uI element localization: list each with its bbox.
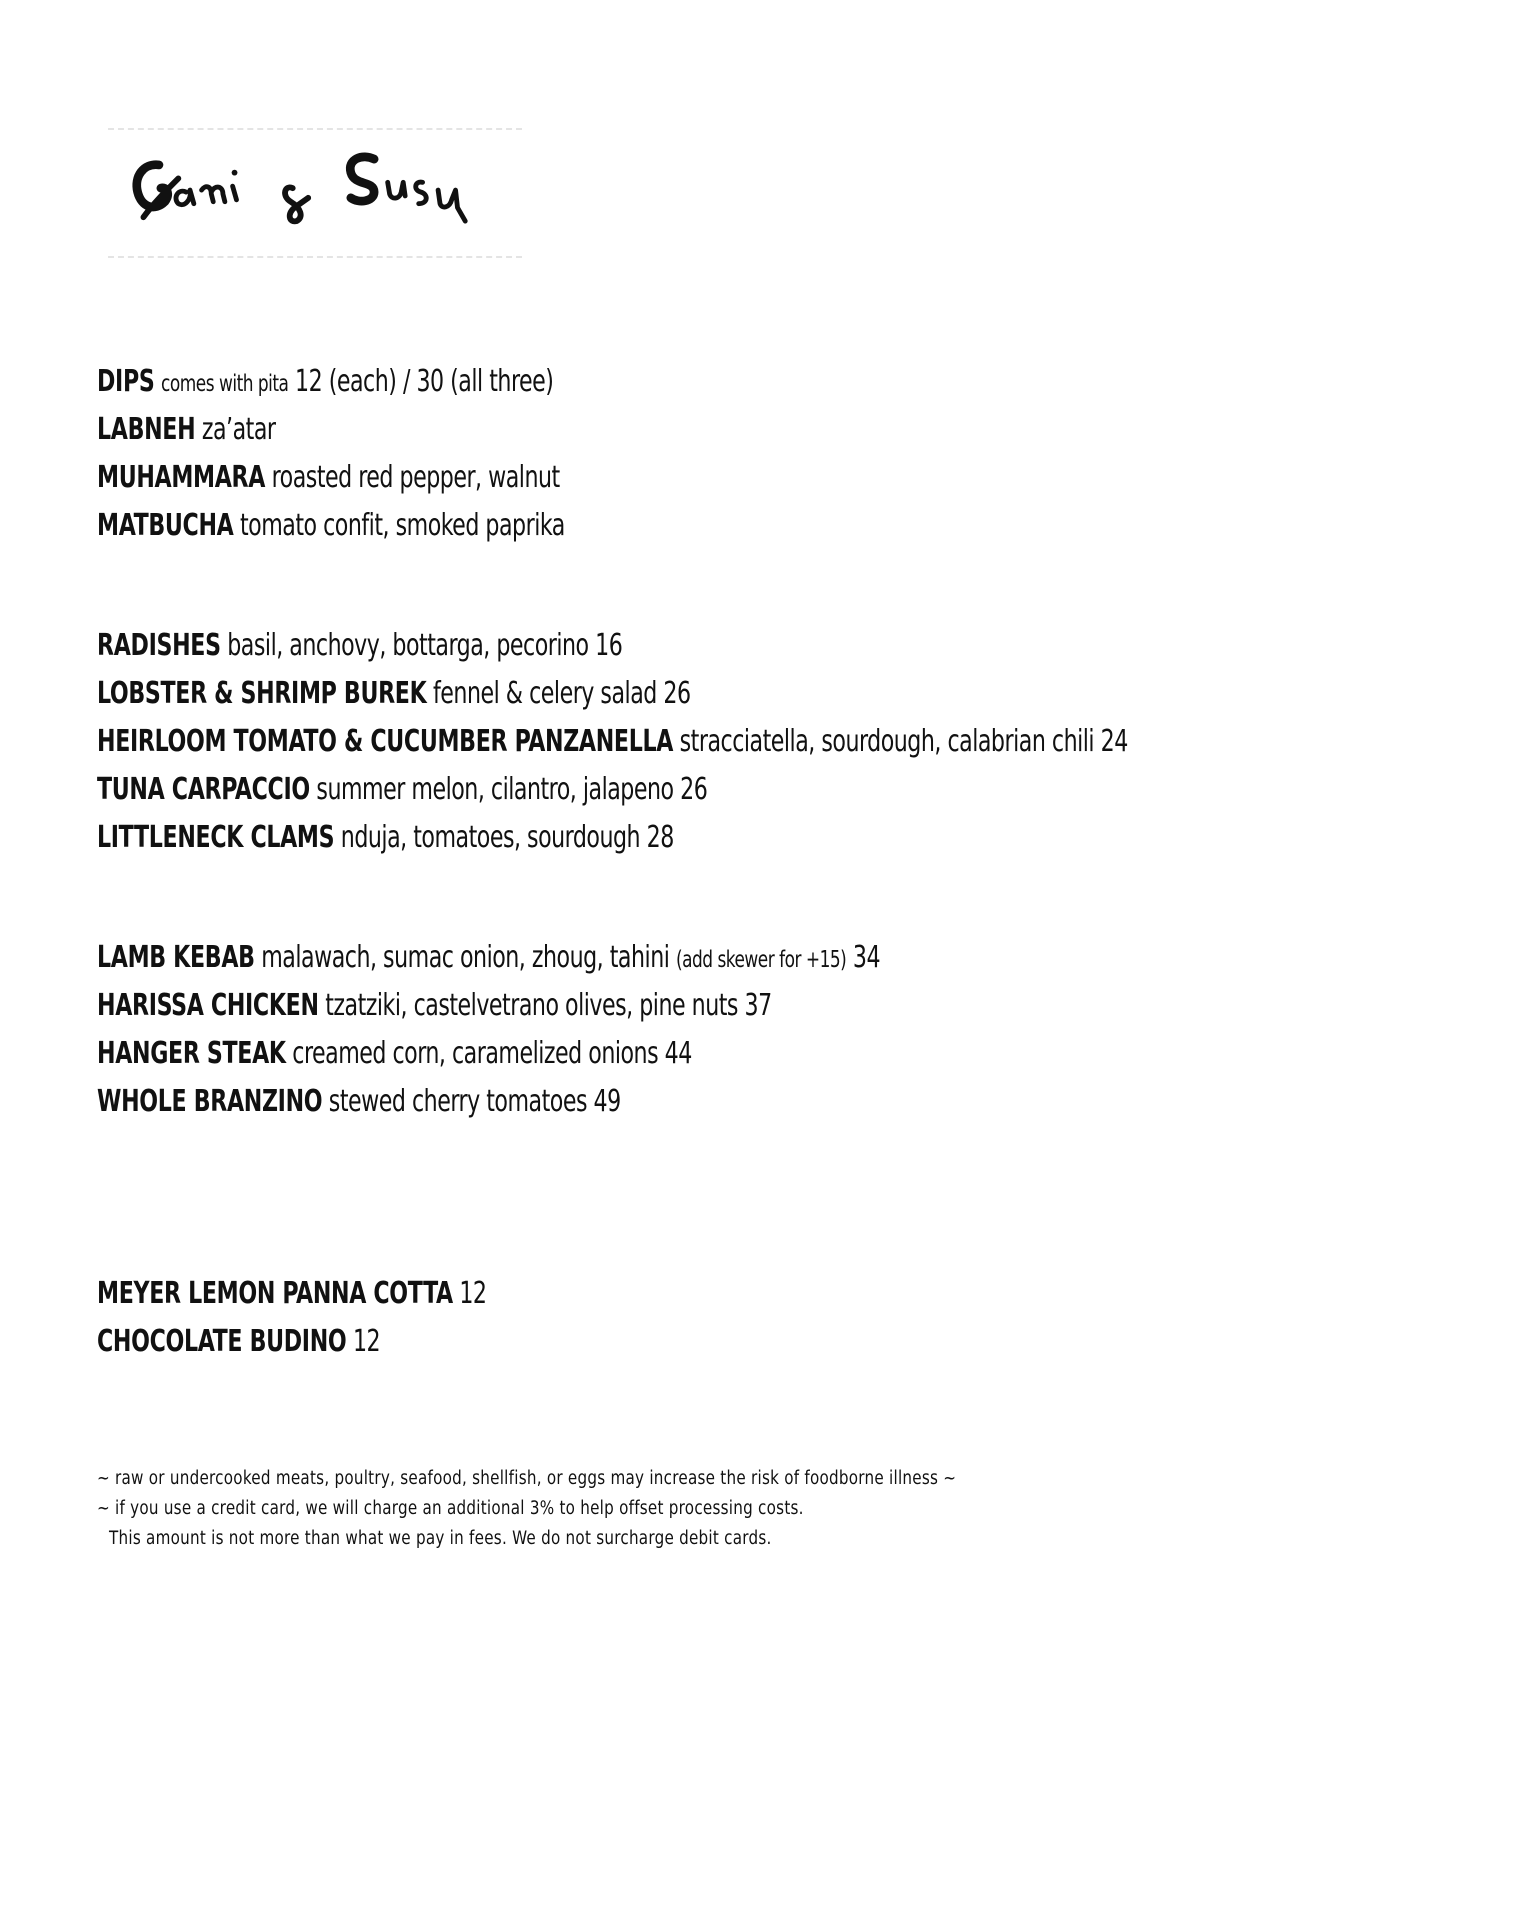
- dips-header: [97, 364, 553, 402]
- menu-item: [97, 676, 691, 712]
- menu-item-name: CHOCOLATE BUDINO: [97, 1324, 347, 1359]
- menu-item: [97, 508, 565, 544]
- menu-item-desc: stewed cherry tomatoes 49: [328, 1084, 621, 1119]
- menu-item-desc: nduja, tomatoes, sourdough 28: [340, 820, 674, 855]
- dips-price: 12 (each) / 30 (all three): [295, 364, 554, 399]
- menu-item-desc: stracciatella, sourdough, calabrian chili 24: [679, 724, 1128, 759]
- menu-item: [97, 1276, 487, 1312]
- menu-item: [97, 1084, 621, 1120]
- menu-item: [97, 460, 560, 496]
- menu-item-name: RADISHES: [97, 628, 221, 663]
- menu-item-addon: (add skewer for +15): [675, 947, 847, 973]
- menu-item-desc: summer melon, cilantro, jalapeno 26: [316, 772, 708, 807]
- menu-item: [97, 628, 622, 664]
- menu-item-desc: malawach, sumac onion, zhoug, tahini: [261, 940, 670, 975]
- menu-item-name: LITTLENECK CLAMS: [97, 820, 335, 855]
- menu-item-price: 34: [852, 940, 881, 975]
- menu-item-desc: za’atar: [201, 412, 276, 447]
- menu-item: [97, 988, 772, 1024]
- menu-item-desc: 12: [459, 1276, 487, 1311]
- menu-item-name: HANGER STEAK: [97, 1036, 286, 1071]
- menu-item-name: LAMB KEBAB: [97, 940, 255, 975]
- menu-item-name: MUHAMMARA: [97, 460, 266, 495]
- menu-item-desc: 12: [352, 1324, 381, 1359]
- note-line: ~ if you use a credit card, we will charge an additional 3% to help offset processing costs.: [97, 1498, 804, 1519]
- menu-item: [97, 412, 276, 448]
- menu-item-name: MEYER LEMON PANNA COTTA: [97, 1276, 453, 1311]
- logo-signature-drawing: [108, 130, 522, 256]
- menu-item-desc: tomato confit, smoked paprika: [240, 508, 565, 543]
- menu-item-name: LABNEH: [97, 412, 196, 447]
- note-line: This amount is not more than what we pay in fees. We do not surcharge debit cards.: [109, 1528, 772, 1549]
- menu-item: [97, 1036, 692, 1072]
- menu-item-name: TUNA CARPACCIO: [97, 772, 310, 807]
- menu-item-name: HARISSA CHICKEN: [97, 988, 319, 1023]
- menu-item-desc: basil, anchovy, bottarga, pecorino 16: [227, 628, 623, 663]
- menu-item-desc: tzatziki, castelvetrano olives, pine nuts 37: [325, 988, 772, 1023]
- menu-item-name: WHOLE BRANZINO: [97, 1084, 323, 1119]
- menu-item: [97, 820, 674, 856]
- menu-item: [97, 724, 1128, 760]
- menu-item: [97, 772, 707, 808]
- menu-item-name: HEIRLOOM TOMATO & CUCUMBER PANZANELLA: [97, 724, 674, 759]
- note-line: ~ raw or undercooked meats, poultry, seafood, shellfish, or eggs may increase the risk of foodborne illness ~: [97, 1468, 957, 1489]
- restaurant-logo: [108, 128, 522, 258]
- menu-item-desc: roasted red pepper, walnut: [271, 460, 560, 495]
- menu-item: [97, 1324, 380, 1360]
- dips-title: DIPS: [97, 364, 155, 399]
- menu-item-desc: creamed corn, caramelized onions 44: [292, 1036, 692, 1071]
- menu-item-desc: fennel & celery salad 26: [432, 676, 691, 711]
- dips-note: comes with pita: [160, 371, 289, 397]
- menu-item-name: MATBUCHA: [97, 508, 234, 543]
- menu-item-name: LOBSTER & SHRIMP BUREK: [97, 676, 427, 711]
- menu-item: [97, 940, 880, 978]
